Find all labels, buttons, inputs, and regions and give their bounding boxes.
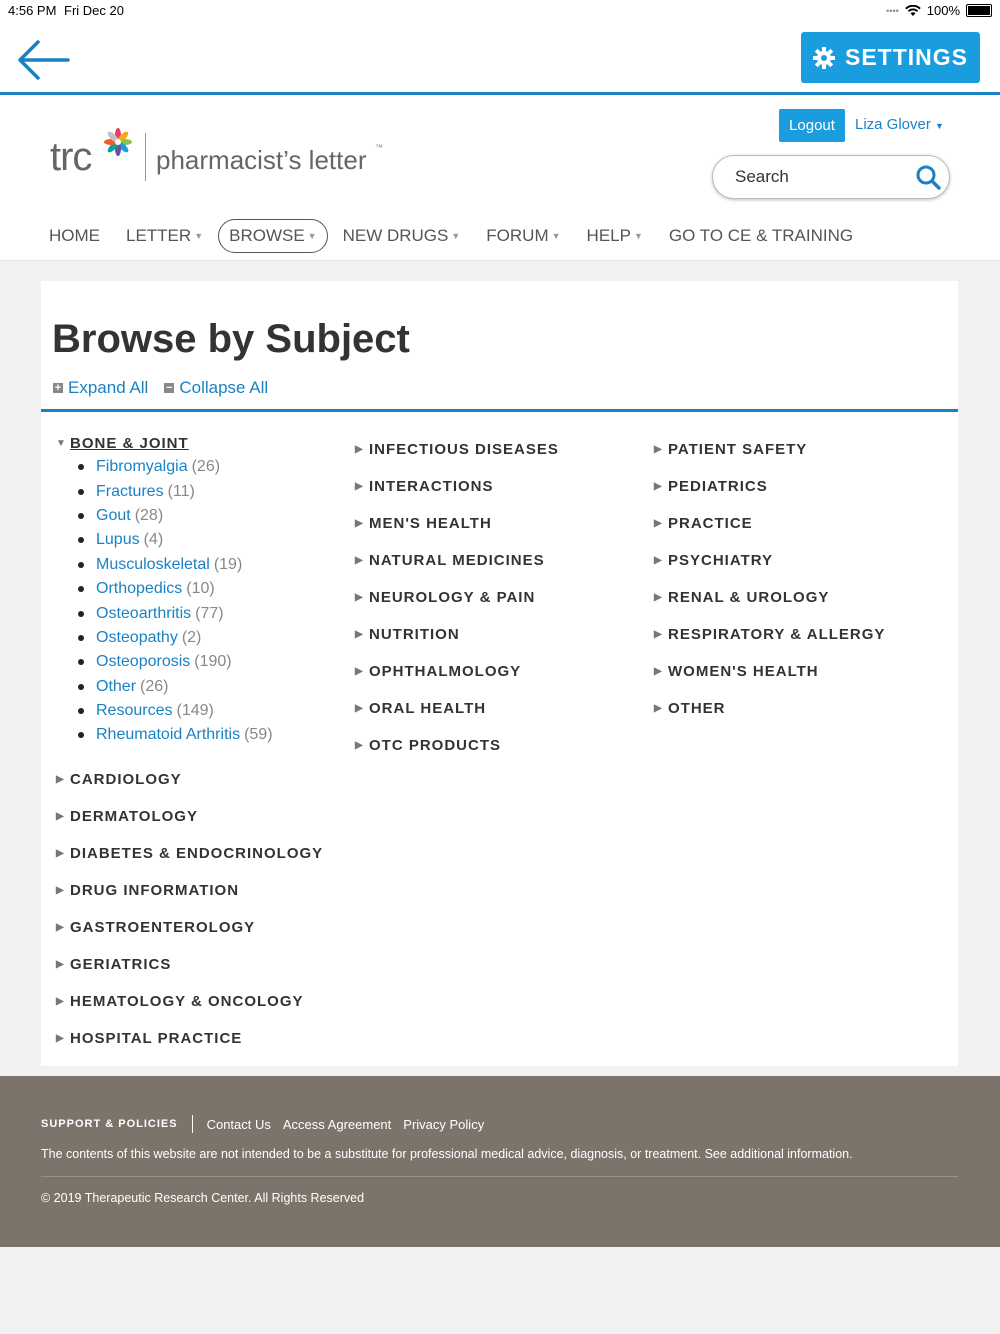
subtopic-count: (2)	[181, 628, 202, 646]
gear-icon	[813, 47, 835, 69]
triangle-right-icon: ▶	[56, 810, 65, 822]
status-bar	[0, 0, 1000, 22]
subtopic-item	[78, 577, 323, 601]
subject-category[interactable]	[56, 761, 323, 798]
subtopic-count: (26)	[140, 677, 169, 695]
nav-help[interactable]	[576, 220, 654, 252]
subject-category[interactable]	[56, 431, 323, 455]
collapse-all-link[interactable]	[164, 378, 268, 398]
back-button[interactable]	[14, 36, 78, 84]
subtopic-link[interactable]: Fibromyalgia	[96, 458, 188, 476]
subtopic-count: (26)	[191, 458, 221, 476]
subject-category[interactable]	[654, 505, 885, 542]
bullet-icon	[78, 659, 84, 665]
subject-category[interactable]	[56, 983, 323, 1020]
triangle-right-icon: ▶	[355, 481, 364, 492]
expand-all-label: Expand All	[68, 378, 149, 397]
triangle-right-icon: ▶	[355, 555, 364, 566]
nav-label: HOME	[49, 226, 100, 245]
logo-trademark: ™	[375, 143, 383, 152]
bullet-icon	[78, 464, 84, 470]
page-title: Browse by Subject	[52, 317, 410, 361]
triangle-right-icon: ▶	[654, 555, 663, 566]
minus-box-icon: −	[166, 382, 173, 394]
caret-down-icon: ▼	[633, 231, 643, 241]
subtopic-item	[78, 528, 323, 552]
triangle-right-icon: ▶	[355, 703, 364, 714]
nav-label: NEW DRUGS	[342, 226, 449, 245]
subtopic-item	[78, 479, 323, 503]
toggle-links	[53, 378, 268, 398]
subtopic-link[interactable]: Osteopathy	[96, 628, 178, 646]
subject-category[interactable]	[654, 579, 885, 616]
footer-separator	[192, 1115, 193, 1133]
subject-category-label: ORAL HEALTH	[369, 700, 487, 717]
subtopic-count: (59)	[244, 726, 273, 744]
caret-down-icon: ▼	[935, 121, 944, 131]
bullet-icon	[78, 562, 84, 568]
nav-new-drugs[interactable]	[332, 220, 472, 252]
bullet-icon	[78, 708, 84, 714]
battery-percent: 100%	[926, 3, 960, 18]
subtopic-count: (190)	[194, 653, 232, 671]
triangle-right-icon: ▶	[355, 444, 364, 455]
subtopic-item	[78, 675, 323, 699]
subject-category-label: OTC PRODUCTS	[369, 737, 501, 754]
triangle-right-icon: ▶	[654, 629, 663, 640]
subject-category-label: MEN'S HEALTH	[369, 515, 492, 532]
settings-label: SETTINGS	[844, 44, 968, 70]
collapse-all-label: Collapse All	[179, 378, 269, 397]
wifi-icon	[905, 5, 921, 17]
bullet-icon	[78, 586, 84, 592]
section-divider	[41, 409, 958, 412]
nav-label: BROWSE	[229, 226, 305, 245]
subtopic-item	[78, 553, 323, 577]
arrow-left-icon	[14, 36, 70, 84]
subject-category[interactable]	[355, 579, 559, 616]
caret-down-icon: ▼	[551, 231, 561, 241]
user-name: Liza Glover	[855, 116, 931, 133]
settings-button[interactable]	[801, 32, 980, 83]
subject-category-label: OPHTHALMOLOGY	[369, 663, 522, 680]
nav-home[interactable]	[38, 220, 111, 252]
subject-category[interactable]	[56, 872, 323, 909]
subtopic-count: (11)	[167, 482, 195, 500]
subject-category[interactable]	[355, 468, 559, 505]
search-icon[interactable]	[915, 164, 941, 190]
subject-category[interactable]	[56, 798, 323, 835]
subtopic-count: (4)	[143, 531, 164, 549]
subject-category[interactable]	[654, 431, 885, 468]
triangle-right-icon: ▶	[56, 884, 65, 896]
subtopic-link[interactable]: Gout	[96, 506, 131, 524]
bullet-icon	[78, 513, 84, 519]
subject-category[interactable]	[56, 909, 323, 946]
subject-category-label: DRUG INFORMATION	[70, 881, 240, 899]
nav-browse[interactable]	[218, 219, 327, 253]
subject-category-label: CARDIOLOGY	[70, 770, 182, 788]
subject-column-3	[654, 431, 885, 727]
subject-category-label: NATURAL MEDICINES	[369, 552, 545, 569]
subject-category[interactable]	[56, 1020, 323, 1057]
subject-category-label: INTERACTIONS	[369, 478, 494, 495]
app-bar	[0, 22, 1000, 95]
subtopic-item	[78, 504, 323, 528]
bullet-icon	[78, 537, 84, 543]
subject-category[interactable]	[355, 542, 559, 579]
subtopic-item	[78, 650, 323, 674]
subtopic-link[interactable]: Lupus	[96, 531, 140, 549]
triangle-right-icon: ▶	[654, 592, 663, 603]
footer-disclaimer: The contents of this website are not intended to be a substitute for professional medical advice, diagnosis, or treatment. See additional information.	[41, 1147, 853, 1161]
subject-category[interactable]	[355, 690, 559, 727]
bullet-icon	[78, 684, 84, 690]
subject-category-label: PSYCHIATRY	[668, 552, 774, 569]
subtopic-link[interactable]: Fractures	[96, 482, 164, 500]
nav-letter[interactable]	[115, 220, 214, 252]
battery-icon	[966, 4, 992, 17]
subject-category[interactable]	[654, 653, 885, 690]
subject-category[interactable]	[654, 616, 885, 653]
subtopic-link[interactable]: Osteoarthritis	[96, 604, 192, 622]
nav-label: GO TO CE & TRAINING	[668, 226, 854, 245]
subject-category-label: WOMEN'S HEALTH	[668, 663, 819, 680]
subject-category-label: DERMATOLOGY	[70, 807, 198, 825]
bullet-icon	[78, 611, 84, 617]
triangle-right-icon: ▶	[355, 740, 364, 751]
subject-category-label: RESPIRATORY & ALLERGY	[668, 626, 886, 643]
subtopic-link[interactable]: Rheumatoid Arthritis	[96, 726, 241, 744]
search-input[interactable]	[733, 166, 907, 188]
user-menu[interactable]	[855, 116, 944, 133]
bullet-icon	[78, 635, 84, 641]
logo-flower-icon	[103, 127, 133, 157]
triangle-right-icon: ▶	[355, 518, 364, 529]
triangle-right-icon: ▶	[355, 629, 364, 640]
triangle-right-icon: ▶	[56, 958, 65, 970]
subject-category[interactable]	[355, 431, 559, 468]
subject-category[interactable]	[355, 616, 559, 653]
subtopic-count: (28)	[134, 506, 164, 524]
subject-category-label: PRACTICE	[668, 515, 753, 532]
subject-category-label: PATIENT SAFETY	[668, 441, 808, 458]
main-nav	[38, 218, 868, 254]
nav-ce-training[interactable]	[658, 220, 864, 252]
subject-category[interactable]	[355, 653, 559, 690]
subtopic-list	[56, 455, 323, 748]
subject-category-label: GERIATRICS	[70, 955, 172, 973]
plus-box-icon: +	[54, 382, 62, 394]
status-date: Fri Dec 20	[64, 3, 124, 18]
triangle-right-icon: ▶	[355, 592, 364, 603]
access-agreement-link[interactable]: Access Agreement	[282, 1116, 392, 1132]
subject-category-label: INFECTIOUS DISEASES	[369, 441, 559, 458]
subject-category[interactable]	[654, 690, 885, 727]
subject-category-label: RENAL & UROLOGY	[668, 589, 830, 606]
bullet-icon	[78, 732, 84, 738]
triangle-right-icon: ▶	[56, 921, 65, 933]
nav-forum[interactable]	[475, 220, 571, 252]
subtopic-item	[78, 723, 323, 747]
logo-divider	[145, 133, 146, 181]
subtopic-count: (149)	[176, 702, 214, 720]
subject-category-label: OTHER	[668, 700, 726, 717]
subtopic-link[interactable]: Musculoskeletal	[96, 555, 210, 573]
nav-label: LETTER	[126, 226, 192, 245]
subject-category[interactable]	[56, 835, 323, 872]
nav-label: FORUM	[486, 226, 549, 245]
caret-down-icon: ▼	[194, 231, 204, 241]
contact-us-link[interactable]: Contact Us	[206, 1116, 271, 1132]
site-header	[0, 95, 1000, 261]
subtopic-count: (10)	[186, 580, 215, 598]
subject-category[interactable]	[355, 727, 559, 764]
main-content	[41, 281, 958, 1066]
subject-column-2	[355, 431, 559, 764]
triangle-right-icon: ▶	[355, 666, 364, 677]
subject-category[interactable]	[56, 946, 323, 983]
status-time: 4:56 PM	[8, 3, 57, 18]
caret-down-icon: ▼	[451, 231, 461, 241]
triangle-right-icon: ▶	[654, 666, 663, 677]
subtopic-link[interactable]: Resources	[96, 702, 173, 720]
triangle-right-icon: ▶	[654, 444, 663, 455]
expand-all-link[interactable]	[53, 378, 148, 398]
triangle-down-icon: ▼	[56, 437, 67, 449]
logout-button[interactable]: Logout	[779, 109, 845, 142]
caret-down-icon: ▼	[307, 231, 317, 241]
triangle-right-icon: ▶	[654, 703, 663, 714]
triangle-right-icon: ▶	[654, 518, 663, 529]
status-right	[886, 3, 992, 18]
footer-divider	[41, 1176, 958, 1177]
subtopic-count: (77)	[195, 604, 224, 622]
subtopic-link[interactable]: Other	[96, 677, 137, 695]
subject-column-1	[56, 431, 323, 1057]
logo[interactable]	[48, 125, 408, 185]
privacy-policy-link[interactable]: Privacy Policy	[403, 1116, 485, 1132]
subject-category-label: DIABETES & ENDOCRINOLOGY	[70, 844, 324, 862]
subject-category-label: PEDIATRICS	[668, 478, 768, 495]
subject-category-label: HOSPITAL PRACTICE	[70, 1029, 243, 1047]
subtopic-link[interactable]: Orthopedics	[96, 580, 183, 598]
subject-category-label: NEUROLOGY & PAIN	[369, 589, 536, 606]
subject-category[interactable]	[355, 505, 559, 542]
subject-category-label: BONE & JOINT	[70, 434, 189, 452]
triangle-right-icon: ▶	[56, 847, 65, 859]
nav-label: HELP	[586, 226, 631, 245]
subject-category-label: HEMATOLOGY & ONCOLOGY	[70, 992, 304, 1010]
bullet-icon	[78, 489, 84, 495]
triangle-right-icon: ▶	[654, 481, 663, 492]
logo-product-name: pharmacist’s letter	[156, 145, 367, 175]
triangle-right-icon: ▶	[56, 1032, 65, 1044]
copyright: © 2019 Therapeutic Research Center. All Rights Reserved	[41, 1191, 365, 1205]
subtopic-item	[78, 626, 323, 650]
triangle-right-icon: ▶	[56, 773, 65, 785]
footer	[0, 1076, 1000, 1247]
subtopic-link[interactable]: Osteoporosis	[96, 653, 191, 671]
subtopic-count: (19)	[213, 555, 243, 573]
subtopic-item	[78, 699, 323, 723]
search-box	[712, 155, 950, 199]
signal-icon: ••••	[886, 5, 899, 16]
subtopic-item	[78, 455, 323, 479]
support-policies-heading: SUPPORT & POLICIES	[41, 1118, 178, 1130]
subject-category-label: NUTRITION	[369, 626, 460, 643]
subject-category[interactable]	[654, 468, 885, 505]
subtopic-item	[78, 601, 323, 625]
subject-category-label: GASTROENTEROLOGY	[70, 918, 256, 936]
logo-trc: trc	[50, 135, 92, 179]
footer-links-row	[41, 1115, 496, 1133]
subject-category[interactable]	[654, 542, 885, 579]
triangle-right-icon: ▶	[56, 995, 65, 1007]
